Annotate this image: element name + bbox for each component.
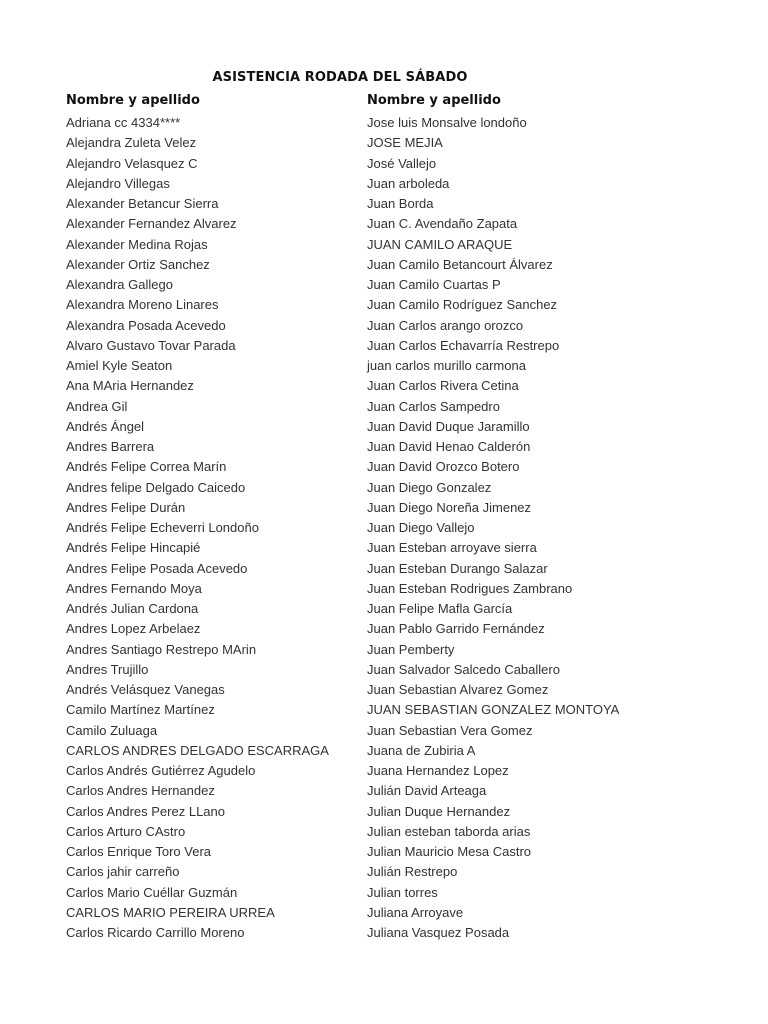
attendee-name: Andres Santiago Restrepo MArin xyxy=(66,641,257,657)
attendee-name: Juan Borda xyxy=(367,196,434,211)
attendee-name: Juan Diego Vallejo xyxy=(367,520,475,535)
attendee-name: Alexandra Posada Acevedo xyxy=(66,317,226,333)
attendee-name: Juan Pemberty xyxy=(367,641,455,657)
attendee-name: Jose luis Monsalve londoño xyxy=(367,115,527,130)
attendee-name: Alexandra Gallego xyxy=(66,277,173,292)
attendee-name: Alexandra Moreno Linares xyxy=(66,297,219,313)
attendee-name: Julián Restrepo xyxy=(367,864,458,880)
attendee-name: Andrés Ángel xyxy=(66,418,145,434)
attendee-name: Juan Sebastian Vera Gomez xyxy=(367,722,533,738)
attendee-name: Juan C. Avendaño Zapata xyxy=(367,216,518,232)
attendee-name: Juan Pablo Garrido Fernández xyxy=(367,621,545,637)
attendee-name: Ana MAria Hernandez xyxy=(66,378,194,394)
names-column-right xyxy=(367,92,619,943)
attendee-name: CARLOS MARIO PEREIRA URREA xyxy=(66,904,275,920)
attendee-name: Andrés Felipe Correa Marín xyxy=(66,459,227,475)
attendee-name: Carlos jahir carreño xyxy=(66,864,180,880)
attendee-name: Camilo Zuluaga xyxy=(66,722,158,738)
attendee-name: Andres Felipe Durán xyxy=(66,499,186,515)
attendee-name: JUAN SEBASTIAN GONZALEZ MONTOYA xyxy=(367,702,620,718)
attendee-name: CARLOS ANDRES DELGADO ESCARRAGA xyxy=(66,742,329,758)
attendee-name: Carlos Mario Cuéllar Guzmán xyxy=(66,884,238,900)
attendee-name: Carlos Arturo CAstro xyxy=(66,823,186,839)
column-header: Nombre y apellido xyxy=(367,93,501,108)
document-title: ASISTENCIA RODADA DEL SÁBADO xyxy=(212,70,468,85)
attendee-name: Juan David Orozco Botero xyxy=(367,459,520,475)
attendee-name: Alvaro Gustavo Tovar Parada xyxy=(66,337,236,353)
attendee-name: Juan Carlos Sampedro xyxy=(367,398,500,414)
attendee-name: Alexander Fernandez Alvarez xyxy=(66,216,237,232)
attendee-name: Adriana cc 4334**** xyxy=(66,115,181,130)
attendee-name: Julian torres xyxy=(367,884,438,900)
attendee-name: Juan Camilo Rodríguez Sanchez xyxy=(367,297,558,313)
attendee-name: Juan Camilo Betancourt Álvarez xyxy=(367,256,553,272)
attendee-name: José Vallejo xyxy=(367,155,437,171)
attendee-name: Alexander Betancur Sierra xyxy=(66,196,219,211)
column-header: Nombre y apellido xyxy=(66,93,200,108)
attendee-name: Andres Felipe Posada Acevedo xyxy=(66,560,248,576)
attendee-name: Andrés Felipe Echeverri Londoño xyxy=(66,520,259,535)
attendee-name: Juana Hernandez Lopez xyxy=(367,763,509,778)
attendee-name: Carlos Enrique Toro Vera xyxy=(66,844,212,859)
attendee-name: Alejandro Villegas xyxy=(66,175,170,191)
attendee-name: Andrés Velásquez Vanegas xyxy=(66,682,225,697)
attendee-name: Andres Trujillo xyxy=(66,661,149,677)
attendee-name: Juan Salvador Salcedo Caballero xyxy=(367,661,560,677)
attendee-name: Andres Lopez Arbelaez xyxy=(66,621,201,637)
attendee-name: Andrea Gil xyxy=(66,398,128,414)
attendee-name: Juliana Arroyave xyxy=(367,904,464,920)
attendee-name: Juan Diego Gonzalez xyxy=(367,479,492,495)
attendee-name: Juan Carlos Echavarría Restrepo xyxy=(367,337,560,353)
attendee-name: Carlos Ricardo Carrillo Moreno xyxy=(66,925,245,940)
attendee-name: Juan Esteban arroyave sierra xyxy=(367,540,537,556)
attendee-name: JUAN CAMILO ARAQUE xyxy=(367,236,513,252)
attendee-name: Juan Felipe Mafla García xyxy=(367,601,513,616)
attendee-name: Juan Esteban Durango Salazar xyxy=(367,560,548,576)
attendee-name: Juana de Zubiria A xyxy=(367,742,476,758)
attendee-name: Juan Esteban Rodrigues Zambrano xyxy=(367,580,573,596)
attendee-name: Juan Camilo Cuartas P xyxy=(367,277,501,292)
attendee-name: JOSE MEJIA xyxy=(367,135,443,151)
attendee-name: Andres Fernando Moya xyxy=(66,580,202,596)
attendee-name: Julian Duque Hernandez xyxy=(367,803,511,819)
attendee-name: Amiel Kyle Seaton xyxy=(66,358,173,373)
attendee-name: Andrés Julian Cardona xyxy=(66,601,199,616)
attendee-name: Andres Barrera xyxy=(66,439,155,454)
attendee-name: Carlos Andres Perez LLano xyxy=(66,803,225,819)
attendee-name: Alexander Medina Rojas xyxy=(66,236,208,252)
attendee-name: Juan Sebastian Alvarez Gomez xyxy=(367,682,549,697)
attendee-name: Andrés Felipe Hincapié xyxy=(66,540,201,556)
name-list xyxy=(66,113,329,943)
attendee-name: Juan Carlos Rivera Cetina xyxy=(367,378,519,394)
attendee-name: Julian Mauricio Mesa Castro xyxy=(367,844,532,859)
attendee-name: Alexander Ortiz Sanchez xyxy=(66,256,210,272)
attendee-name: Juan arboleda xyxy=(367,175,450,191)
attendee-name: juan carlos murillo carmona xyxy=(367,358,526,373)
attendee-name: Julián David Arteaga xyxy=(367,783,487,799)
attendee-name: Juan Carlos arango orozco xyxy=(367,317,524,333)
attendee-name: Julian esteban taborda arias xyxy=(367,823,531,839)
attendee-name: Carlos Andres Hernandez xyxy=(66,783,215,799)
attendee-name: Juan David Henao Calderón xyxy=(367,439,531,454)
attendee-name: Juan Diego Noreña Jimenez xyxy=(367,499,532,515)
attendee-name: Juliana Vasquez Posada xyxy=(367,925,510,940)
attendee-name: Camilo Martínez Martínez xyxy=(66,702,215,718)
attendee-name: Juan David Duque Jaramillo xyxy=(367,418,530,434)
attendee-name: Carlos Andrés Gutiérrez Agudelo xyxy=(66,763,256,778)
attendee-name: Andres felipe Delgado Caicedo xyxy=(66,479,246,495)
attendee-name: Alejandra Zuleta Velez xyxy=(66,135,197,151)
attendee-name: Alejandro Velasquez C xyxy=(66,155,198,171)
names-column-left xyxy=(66,92,329,943)
name-list xyxy=(367,113,619,943)
